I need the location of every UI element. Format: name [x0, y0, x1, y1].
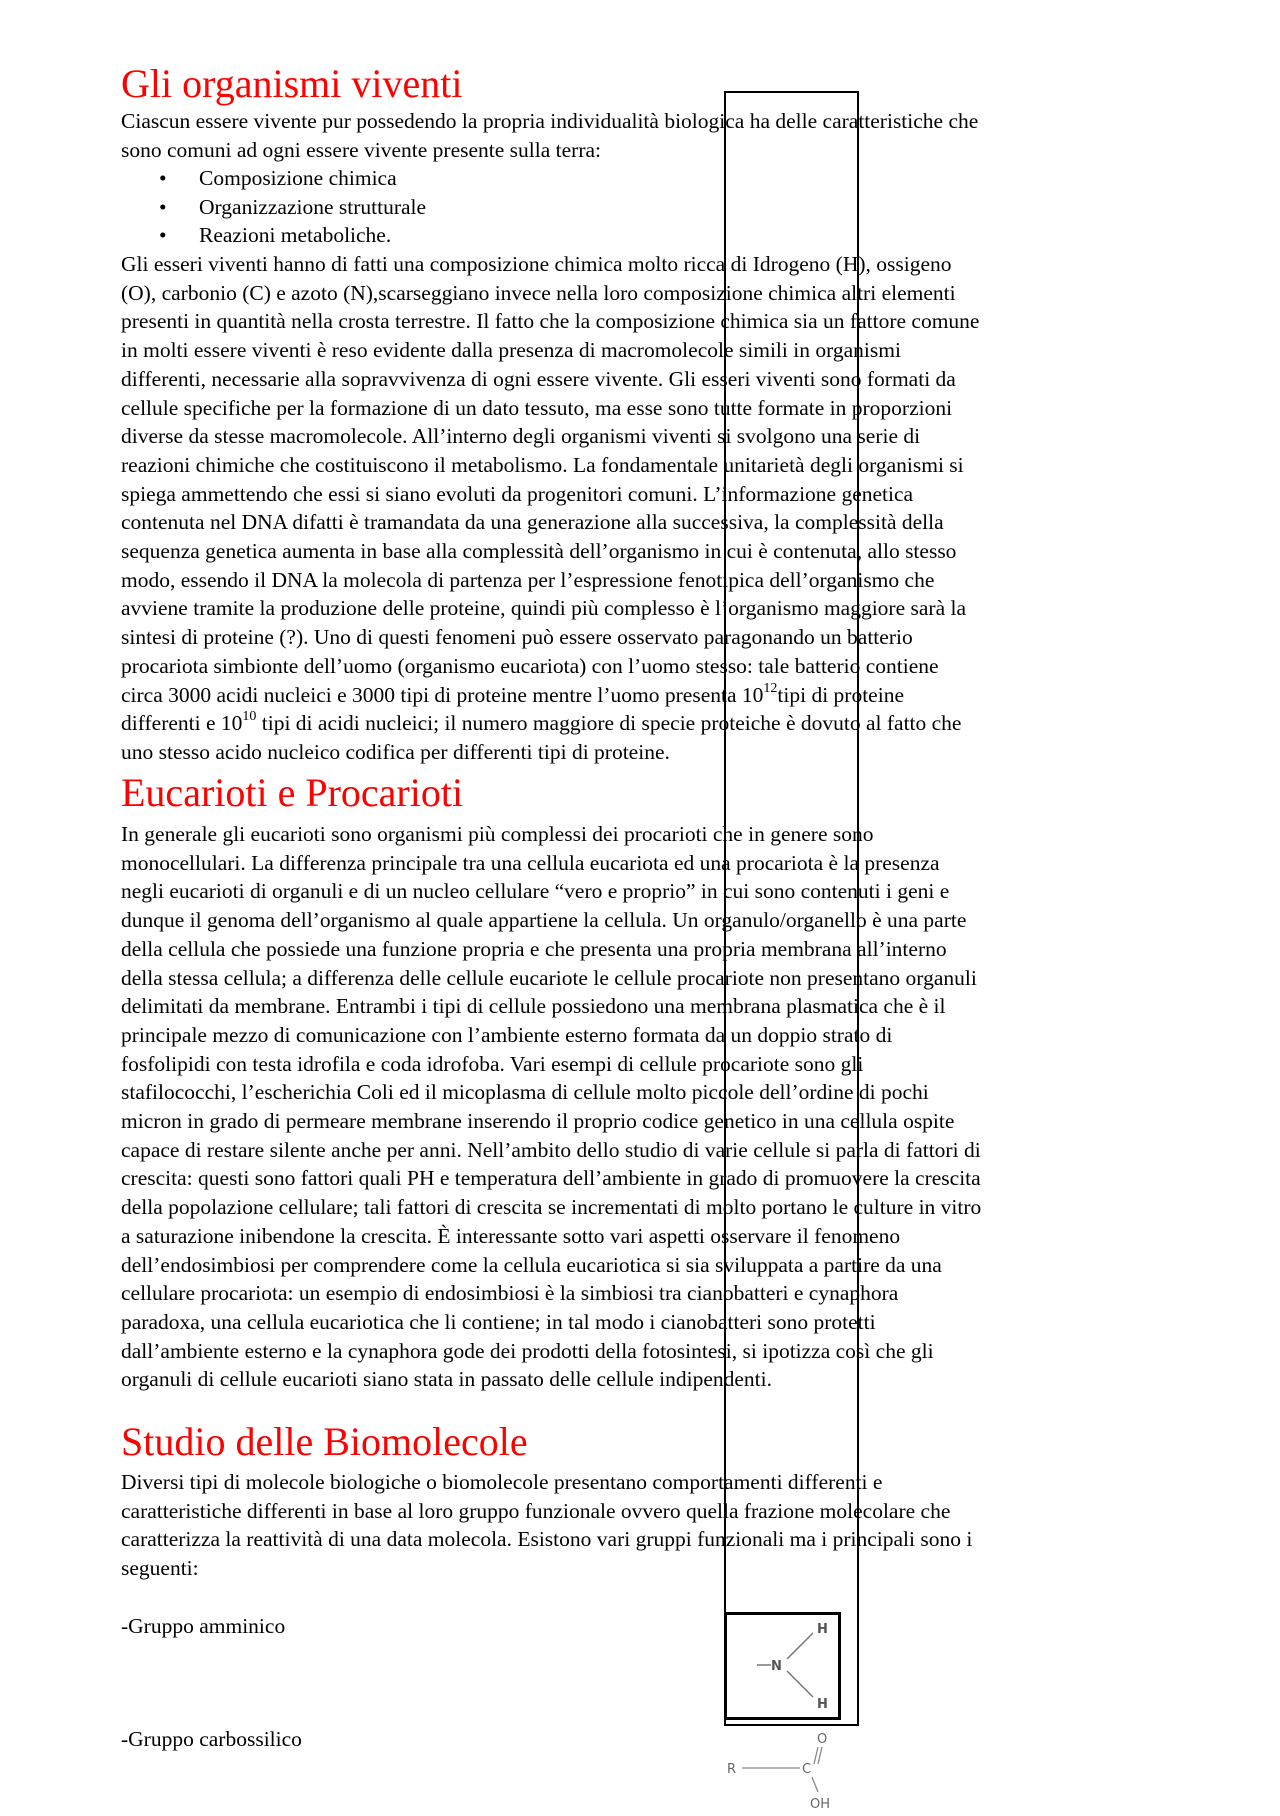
text-line: stafilococchi, l’escherichia Coli ed il micoplasma di cellule molto piccole dell’ordine di pochi — [121, 1080, 929, 1105]
heading-studio-biomolecole: Studio delle Biomolecole — [121, 1419, 528, 1464]
characteristics-list — [121, 164, 426, 250]
carboxyl-structure-drawing — [722, 1730, 862, 1811]
text-line: micron in grado di permeare membrane inserendo il proprio codice genetico in una cellula ospite — [121, 1109, 955, 1134]
text-line: principale mezzo di comunicazione con l’ambiente esterno formata da un doppio strato di — [121, 1022, 893, 1047]
text-line: modo, essendo il DNA la molecola di partenza per l’espressione fenotipica dell’organismo che — [121, 567, 935, 592]
text-line: capace di restare silente anche per anni. Nell’ambito dello studio di varie cellule si parla di fattori di — [121, 1137, 981, 1162]
amine-structure-drawing — [727, 1615, 838, 1717]
text-line: crescita: questi sono fattori quali PH e temperatura dell’ambiente in grado di promuovere la crescita — [121, 1166, 981, 1191]
text-line: dell’endosimbiosi per comprendere come la cellula eucariotica si sia sviluppata a partire da una — [121, 1252, 942, 1277]
text-line: cellule specifiche per la formazione di un dato tessuto, ma esse sono tutte formate in proporzioni — [121, 395, 953, 420]
text-line: avviene tramite la produzione delle proteine, quindi più complesso è l’organismo maggiore sarà la — [121, 596, 967, 621]
exponent: 10 — [242, 709, 257, 725]
paragraph-biomolecole — [121, 1468, 1161, 1583]
text-line: dall’ambiente esterno e la cynaphora gode dei prodotti della fotosintesi, si ipotizza così che gli — [121, 1338, 934, 1363]
text-line: cellulare procariota: un esempio di endosimbiosi è la simbiosi tra cianobatteri e cynaphora — [121, 1281, 899, 1306]
atom-c: C — [802, 1762, 812, 1777]
text-line: dunque il genoma dell’organismo al quale appartiene la cellula. Un organulo/organello è una parte — [121, 908, 967, 933]
text-line: procariota simbionte dell’uomo (organismo eucariota) con l’uomo stesso: tale batterio contiene — [121, 653, 939, 678]
text-line: diverse da stesse macromolecole. All’interno degli organismi viventi si svolgono una serie di — [121, 424, 921, 449]
atom-h-bottom: H — [817, 1697, 828, 1712]
group-oh: OH — [810, 1797, 831, 1811]
text-line: in molti essere viventi è reso evidente dalla presenza di macromolecole simili in organismi — [121, 338, 901, 363]
carboxyl-structure-image — [722, 1730, 862, 1811]
exponent: 12 — [763, 680, 778, 696]
text-line: della popolazione cellulare; tali fattori di crescita se incrementati di molto portano le culture in vitro — [121, 1195, 982, 1220]
text-line: a saturazione inibendone la crescita. È interessante sotto vari aspetti osservare il fenomeno — [121, 1223, 901, 1248]
list-item: • Organizzazione strutturale — [121, 193, 426, 222]
text-line: negli eucarioti di organuli e di un nucleo cellulare “vero e proprio” in cui sono contenuti i geni e — [121, 879, 950, 904]
text-line: reazioni chimiche che costituiscono il metabolismo. La fondamentale unitarietà degli organismi si — [121, 452, 964, 477]
list-item: • Reazioni metaboliche. — [121, 221, 426, 250]
text-line: (O), carbonio (C) e azoto (N),scarseggiano invece nella loro composizione chimica altri elementi — [121, 280, 956, 305]
text-line: Diversi tipi di molecole biologiche o biomolecole presentano comportamenti differenti e — [121, 1470, 883, 1494]
text-line: contenuta nel DNA difatti è tramandata da una generazione alla successiva, la complessità della — [121, 510, 944, 535]
text-line: differenti, necessarie alla sopravvivenza di ogni essere vivente. Gli esseri viventi sono formati da — [121, 366, 956, 391]
text-line: caratterizza la reattività di una data molecola. Esistono vari gruppi funzionali ma i principali sono i — [121, 1527, 973, 1552]
paragraph-composizione — [121, 250, 1161, 767]
list-item: • Composizione chimica — [121, 164, 426, 193]
text-line: della cellula che possiede una funzione propria e che presenta una propria membrana all’interno — [121, 936, 947, 961]
paragraph-eucarioti — [121, 820, 1161, 1394]
text-line: della stessa cellula; a differenza delle cellule eucariote le cellule procariote non presentano organuli — [121, 965, 977, 990]
text-line-with-exponent: circa 3000 acidi nucleici e 3000 tipi di proteine mentre l’uomo presenta $10^{12}tipi$ di proteine — [121, 680, 904, 707]
paragraph-intro — [121, 107, 1161, 164]
text-line: spiega ammettendo che essi si siano evoluti da progenitori comuni. L’informazione genetica — [121, 481, 914, 506]
atom-n: N — [771, 1659, 782, 1674]
text-line: seguenti: — [121, 1556, 199, 1581]
text-line: sintesi di proteine (?). Uno di questi fenomeni può essere osservato paragonando un batterio — [121, 625, 913, 650]
text-line: paradoxa, una cellula eucariotica che li contiene; in tal modo i cianobatteri sono protetti — [121, 1309, 876, 1334]
text-line: fosfolipidi con testa idrofila e coda idrofoba. Vari esempi di cellule procariote sono gli — [121, 1051, 864, 1076]
label-gruppo-carbossilico: -Gruppo carbossilico — [121, 1727, 302, 1751]
text-line: Ciascun essere vivente pur possedendo la propria individualità biologica ha delle caratteristiche che — [121, 109, 979, 133]
text-line: presenti in quantità nella crosta terrestre. Il fatto che la composizione chimica sia un fattore comune — [121, 309, 980, 334]
atom-r: R — [727, 1762, 737, 1777]
heading-eucarioti-procarioti: Eucarioti e Procarioti — [121, 770, 464, 815]
atom-h-top: H — [817, 1622, 828, 1637]
text-line: delimitati da membrane. Entrambi i tipi di cellule possiedono una membrana plasmatica che è il — [121, 994, 946, 1019]
text-line: In generale gli eucarioti sono organismi più complessi dei procarioti che in genere sono — [121, 822, 874, 846]
text-line: monocellulari. La differenza principale tra una cellula eucariota ed una procariota è la presenza — [121, 850, 940, 875]
text-line: caratteristiche differenti in base al loro gruppo funzionale ovvero quella frazione molecolare che — [121, 1498, 951, 1523]
text-line: Gli esseri viventi hanno di fatti una composizione chimica molto ricca di Idrogeno (H), ossigeno — [121, 252, 952, 276]
bullet-icon: • — [159, 166, 167, 190]
text-line-with-exponent: differenti e $10^{10}$ tipi di acidi nucleici; il numero maggiore di specie proteiche è dovuto al fatto che — [121, 709, 962, 736]
heading-organismi-viventi: Gli organismi viventi — [121, 61, 463, 106]
text-line: sono comuni ad ogni essere vivente presente sulla terra: — [121, 137, 602, 162]
bullet-icon: • — [159, 223, 167, 248]
atom-o: O — [817, 1732, 828, 1747]
bullet-icon: • — [159, 194, 167, 219]
text-line: sequenza genetica aumenta in base alla complessità dell’organismo in cui è contenuta, allo stesso — [121, 539, 957, 564]
label-gruppo-amminico: -Gruppo amminico — [121, 1614, 286, 1638]
amine-structure-image — [724, 1612, 841, 1720]
text-line: uno stesso acido nucleico codifica per differenti tipi di proteine. — [121, 739, 670, 764]
text-line: organuli di cellule eucarioti siano stata in passato delle cellule indipendenti. — [121, 1367, 772, 1392]
